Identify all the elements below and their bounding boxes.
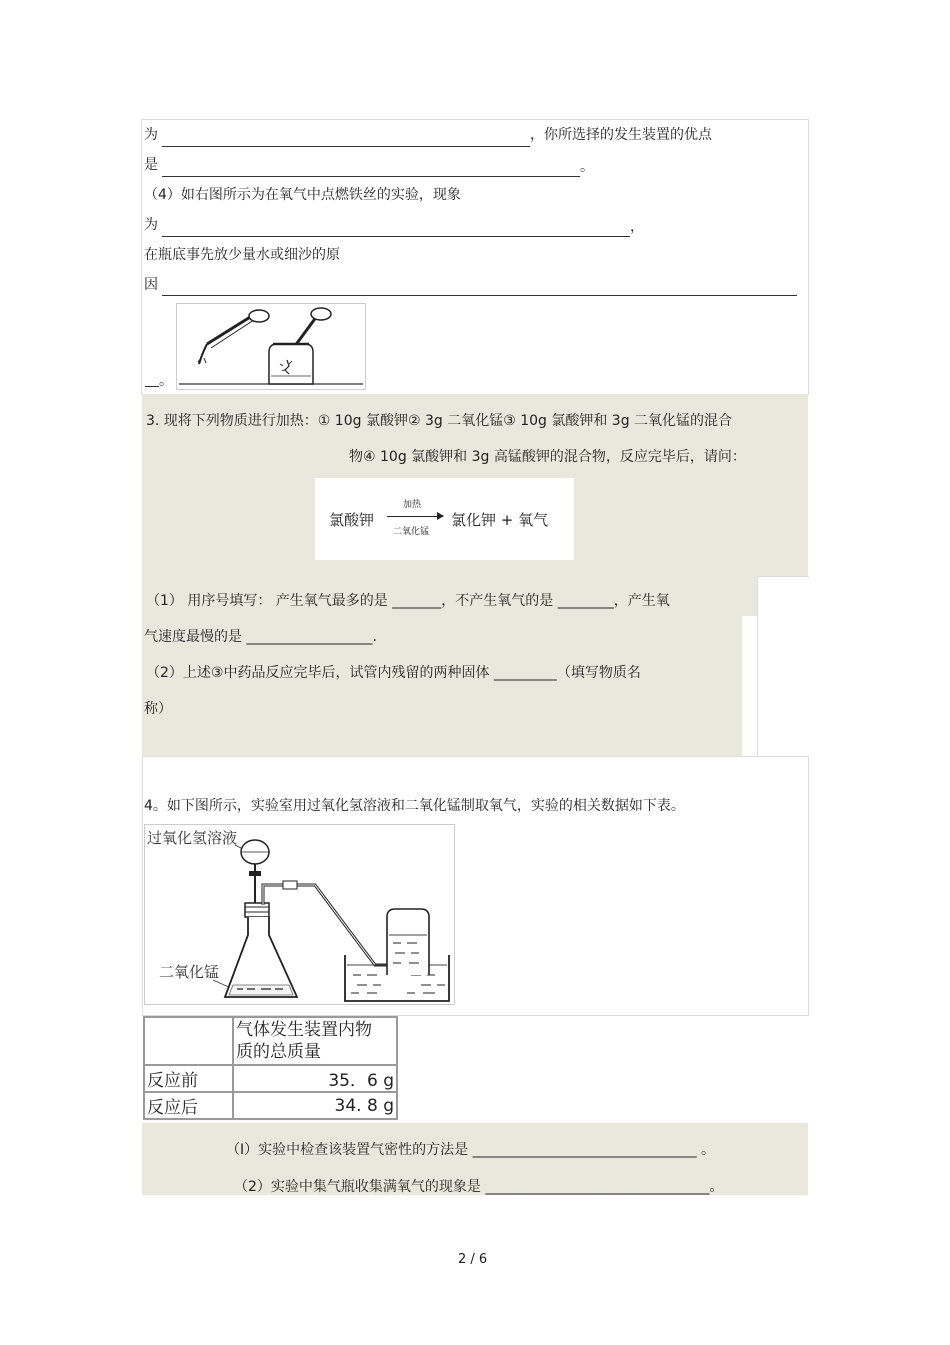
answer-line <box>162 295 797 296</box>
page-number: 2 / 6 <box>458 1252 488 1267</box>
question-3-intro: 3. 现将下列物质进行加热：① 10g 氯酸钾② 3g 二氧化锰③ 10g 氯酸钾和 3g 二氧化锰的混合 <box>146 413 733 429</box>
sub-question-1: （1） 用序号填写： 产生氧气最多的是 _______，不产生氧气的是 ________，产生氧 <box>146 593 670 609</box>
iron-wire-figure <box>176 303 366 390</box>
sub-question-2-cont: 称） <box>144 701 172 717</box>
table-corner-cell <box>144 1017 233 1065</box>
block-edge <box>757 576 809 757</box>
answer-line <box>162 176 580 177</box>
sub-question-4-1: （Ⅰ）实验中检查该装置气密性的方法是 ________________________________ 。 <box>226 1142 716 1158</box>
row-label: 反应后 <box>144 1092 233 1119</box>
equation-figure <box>315 478 574 560</box>
table-header-line2: 质的总质量 <box>236 1042 321 1062</box>
sub-question-4: （4）如右图所示为在氧气中点燃铁丝的实验，现象 <box>144 187 461 203</box>
oxygen-apparatus-figure <box>144 824 455 1005</box>
table-header-line1: 气体发生装置内物 <box>236 1020 372 1040</box>
arrow-head-icon <box>437 512 444 520</box>
question-3-intro-cont: 物④ 10g 氯酸钾和 3g 高锰酸钾的混合物，反应完毕后，请问： <box>349 449 746 465</box>
sub-question-2: （2）上述③中药品反应完毕后，试管内残留的两种固体 _________（填写物质名 <box>146 665 641 681</box>
row-value: 34. 8 g <box>233 1092 397 1119</box>
bottle-reason-text: 在瓶底事先放少量水或细沙的原 <box>144 247 340 263</box>
comma: ， <box>630 219 644 235</box>
answer-line <box>162 146 530 147</box>
equation-condition-bottom: 二氧化锰 <box>393 527 430 537</box>
table-row <box>144 1092 397 1119</box>
row-value: 35．6 g <box>233 1065 397 1092</box>
table-header-row <box>144 1017 397 1065</box>
label-mno2: 二氧化锰 <box>159 963 220 981</box>
mass-data-table <box>143 1016 398 1120</box>
equation-products: 氯化钾 + 氧气 <box>451 511 549 529</box>
answer-line <box>162 236 630 237</box>
table-header-cell <box>233 1017 397 1065</box>
end-period: 。 <box>159 373 173 389</box>
sub-question-4-2: （2）实验中集气瓶收集满氧气的现象是 ________________________________。 <box>234 1179 724 1195</box>
table-row <box>144 1065 397 1092</box>
line-label-shi: 是 <box>144 157 158 173</box>
label-h2o2: 过氧化氢溶液 <box>147 829 238 847</box>
answer-line <box>145 386 159 387</box>
advantage-text: ，你所选择的发生装置的优点 <box>530 127 712 143</box>
equation-reactant: 氯酸钾 <box>329 511 375 529</box>
line-label-yin: 因 <box>144 277 158 293</box>
line-label-wei-2: 为 <box>144 217 158 233</box>
sub-question-1-cont: 气速度最慢的是 __________________. <box>144 629 377 645</box>
equation-arrow <box>387 516 443 517</box>
question-4-intro: 4。如下图所示，实验室用过氧化氢溶液和二氧化锰制取氧气，实验的相关数据如下表。 <box>144 798 685 814</box>
row-label: 反应前 <box>144 1065 233 1092</box>
line-label-wei: 为 <box>144 127 158 143</box>
equation-condition-top: 加热 <box>403 500 422 510</box>
period: 。 <box>580 159 594 175</box>
